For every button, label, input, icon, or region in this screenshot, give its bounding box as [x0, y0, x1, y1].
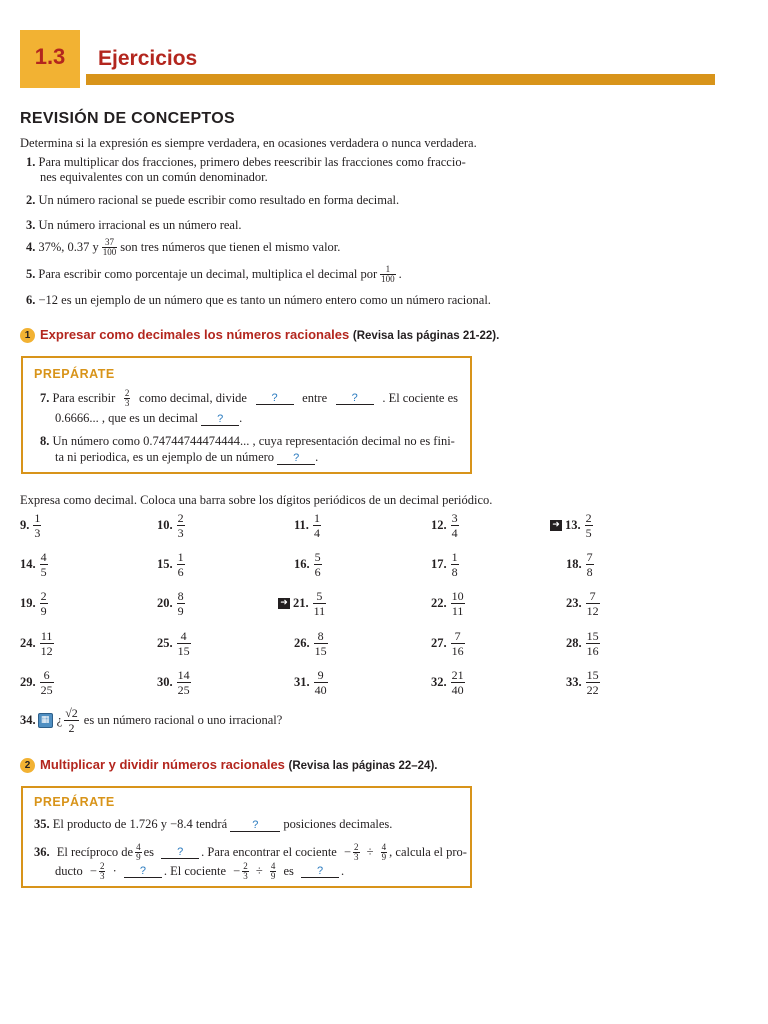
exercise-item — [431, 551, 459, 578]
exercise-item — [431, 630, 465, 657]
exercise-number: 17. — [431, 557, 447, 571]
objective-title: Multiplicar y dividir números racionales — [40, 757, 285, 772]
fraction: $\frac{1}{4}$ — [313, 511, 320, 540]
fraction: $\frac{1}{8}$ — [451, 550, 458, 579]
item-text: Un número irracional es un número real. — [38, 218, 242, 232]
objective-ref: (Revisa las páginas 22–24) — [288, 760, 435, 772]
exercise-item — [294, 512, 321, 539]
item-text-pre: 37%, 0.37 y — [38, 240, 99, 254]
prep-item-7-cont: 0.6666... , que es un decimal ? . — [55, 411, 243, 425]
item-text: Un número racional se puede escribir como resultado en forma decimal. — [38, 193, 400, 207]
exercise-number: 19. — [20, 596, 36, 610]
objective-badge: 2 — [20, 758, 35, 773]
review-item-3 — [26, 218, 242, 233]
exercise-item — [157, 551, 185, 578]
prep-item-8: 8. Un número como 0.74744744474444... , cuya representación decimal no es fini- — [40, 434, 455, 448]
exercise-number: 25. — [157, 636, 173, 650]
fraction: $\frac{6}{25}$ — [40, 668, 53, 697]
review-item-4 — [26, 238, 340, 257]
exercise-34: 34. ▦ ¿ $\frac{√2}{2}$ es un número racional o uno irracional? — [20, 706, 283, 735]
exercise-number: 9. — [20, 518, 30, 532]
exercise-number: 30. — [157, 675, 173, 689]
review-item-1 — [26, 155, 466, 170]
fraction: $\frac{4}{15}$ — [177, 629, 190, 658]
answer-blank[interactable]: ? — [301, 865, 339, 878]
answer-blank[interactable]: ? — [161, 846, 199, 859]
exercise-item — [566, 669, 600, 696]
prep-item-8-cont: ta ni periodica, es un ejemplo de un número ? . — [55, 450, 319, 464]
fraction: $\frac{7}{12}$ — [586, 589, 599, 618]
exercise-number: 13. — [565, 518, 581, 532]
fraction: $\frac{2}{9}$ — [40, 589, 47, 618]
fraction: $\frac{√2}{2}$ — [65, 706, 78, 735]
item-text-pre: Para escribir como porcentaje un decimal, multiplica el decimal por — [38, 267, 378, 281]
exercise-number: 16. — [294, 557, 310, 571]
exercise-number: 18. — [566, 557, 582, 571]
exercise-number: 20. — [157, 596, 173, 610]
fraction: $\frac{2}{5}$ — [585, 511, 592, 540]
exercise-number: 12. — [431, 518, 447, 532]
exercise-item — [431, 512, 459, 539]
exercise-number: 11. — [294, 518, 309, 532]
fraction: $\frac{21}{40}$ — [451, 668, 464, 697]
fraction: $\frac{5}{11}$ — [313, 589, 326, 618]
objective-2-heading: 2 Multiplicar y dividir números racionales (Revisa las páginas 22–24). — [20, 757, 437, 773]
calculator-icon: ▦ — [38, 713, 53, 728]
exercise-number: 24. — [20, 636, 36, 650]
item-number: 6. — [26, 293, 36, 307]
exercise-item — [157, 630, 191, 657]
fraction: $\frac{37}{100}$ — [102, 237, 117, 257]
exercise-item — [157, 669, 191, 696]
answer-blank[interactable]: ? — [230, 819, 280, 832]
exercise-item — [431, 590, 465, 617]
exercise-item — [294, 551, 322, 578]
item-number: 2. — [26, 193, 36, 207]
fraction: $\frac{7}{8}$ — [586, 550, 593, 579]
exercise-item — [20, 551, 48, 578]
fraction: $\frac{3}{4}$ — [451, 511, 458, 540]
answer-blank[interactable]: ? — [201, 413, 239, 426]
answer-blank[interactable]: ? — [277, 452, 315, 465]
item-number: 4. — [26, 240, 36, 254]
exercise-item — [566, 630, 600, 657]
fraction: $\frac{5}{6}$ — [314, 550, 321, 579]
review-instruction: Determina si la expresión es siempre verdadera, en ocasiones verdadera o nunca verdadera. — [20, 136, 477, 150]
exercise-number: 31. — [294, 675, 310, 689]
fraction: $\frac{11}{12}$ — [40, 629, 53, 658]
exercise-number: 14. — [20, 557, 36, 571]
exercise-number: 27. — [431, 636, 447, 650]
prepare-title: PREPÁRATE — [34, 795, 115, 809]
exercise-number: 21. — [293, 596, 309, 610]
prep-item-36-cont: ducto − $\frac{2}{3}$ · ? . El cociente − $\frac{2}{3}$ ÷ $\frac{4}{9}$ es ? . — [55, 861, 345, 881]
fraction: $\frac{4}{5}$ — [40, 550, 47, 579]
exercise-item — [157, 512, 185, 539]
review-item-6 — [26, 293, 491, 308]
item-text: Para multiplicar dos fracciones, primero debes reescribir las fracciones como fraccio- — [38, 155, 466, 169]
exercise-number: 32. — [431, 675, 447, 689]
exercise-item — [20, 669, 54, 696]
exercise-number: 26. — [294, 636, 310, 650]
item-number: 5. — [26, 267, 36, 281]
exercise-number: 29. — [20, 675, 36, 689]
exercise-item — [431, 669, 465, 696]
prep-item-35: 35. El producto de 1.726 y −8.4 tendrá ? posiciones decimales. — [34, 817, 393, 831]
fraction: $\frac{2}{3}$ — [177, 511, 184, 540]
exercise-item — [550, 512, 593, 539]
prep-item-7: 7. Para escribir $\frac{2}{3}$ como decimal, divide ? entre ? . El cociente es — [40, 388, 458, 408]
fraction: $\frac{15}{22}$ — [586, 668, 599, 697]
item-text-post: . — [398, 267, 402, 281]
fraction: $\frac{1}{100}$ — [381, 264, 395, 284]
item-number: 1. — [26, 155, 36, 169]
item-text-post: son tres números que tienen el mismo valor. — [120, 240, 341, 254]
exercise-number: 33. — [566, 675, 582, 689]
exercise-number: 22. — [431, 596, 447, 610]
review-item-1-cont: nes equivalentes con un común denominador. — [40, 170, 268, 184]
fraction: $\frac{14}{25}$ — [177, 668, 190, 697]
answer-blank[interactable]: ? — [336, 392, 374, 405]
objective-title: Expresar como decimales los números racionales — [40, 327, 350, 342]
fraction: $\frac{1}{6}$ — [177, 550, 184, 579]
objective-1-heading: 1 Expresar como decimales los números racionales (Revisa las páginas 21-22). — [20, 327, 499, 343]
exercise-number: 23. — [566, 596, 582, 610]
exercise-item — [20, 512, 41, 539]
exercise-item — [294, 669, 328, 696]
arrow-icon: ➜ — [550, 520, 562, 531]
answer-blank[interactable]: ? — [124, 865, 162, 878]
section-title: Ejercicios — [98, 47, 198, 70]
exercise-item — [566, 590, 600, 617]
exercise-item — [20, 630, 54, 657]
review-heading: REVISIÓN DE CONCEPTOS — [20, 110, 235, 127]
fraction: $\frac{9}{40}$ — [314, 668, 327, 697]
fraction: $\frac{2}{3}$ — [124, 388, 130, 408]
exercise-number: 28. — [566, 636, 582, 650]
exercise-item — [278, 590, 326, 617]
fraction: $\frac{8}{9}$ — [177, 589, 184, 618]
review-item-2 — [26, 193, 399, 208]
fraction: $\frac{8}{15}$ — [314, 629, 327, 658]
fraction: $\frac{1}{3}$ — [34, 511, 41, 540]
exercise-number: 10. — [157, 518, 173, 532]
review-item-5 — [26, 265, 402, 284]
answer-blank[interactable]: ? — [256, 392, 294, 405]
item-number: 3. — [26, 218, 36, 232]
exercise-number: 15. — [157, 557, 173, 571]
item-text: −12 es un ejemplo de un número que es tanto un número entero como un número racional. — [38, 293, 491, 307]
exercise-item — [566, 551, 594, 578]
arrow-icon: ➜ — [278, 598, 290, 609]
prepare-title: PREPÁRATE — [34, 367, 115, 381]
exercise-item — [157, 590, 185, 617]
fraction: $\frac{7}{16}$ — [451, 629, 464, 658]
fraction: $\frac{15}{16}$ — [586, 629, 599, 658]
section-rule — [86, 74, 715, 85]
section-number: 1.3 — [34, 44, 66, 69]
fraction: $\frac{10}{11}$ — [451, 589, 464, 618]
prep-item-36: 36. El recíproco de $\frac{4}{9}$ es ? . Para encontrar el cociente − $\frac{2}{3}$ ÷ $\frac{4}{9}$ , calcula el pro- — [34, 842, 467, 862]
objective-ref: (Revisa las páginas 21-22) — [352, 330, 497, 342]
exercise-item — [20, 590, 48, 617]
objective-badge: 1 — [20, 328, 35, 343]
exercise-item — [294, 630, 328, 657]
exercise-instruction: Expresa como decimal. Coloca una barra sobre los dígitos periódicos de un decimal periódico. — [20, 493, 493, 507]
